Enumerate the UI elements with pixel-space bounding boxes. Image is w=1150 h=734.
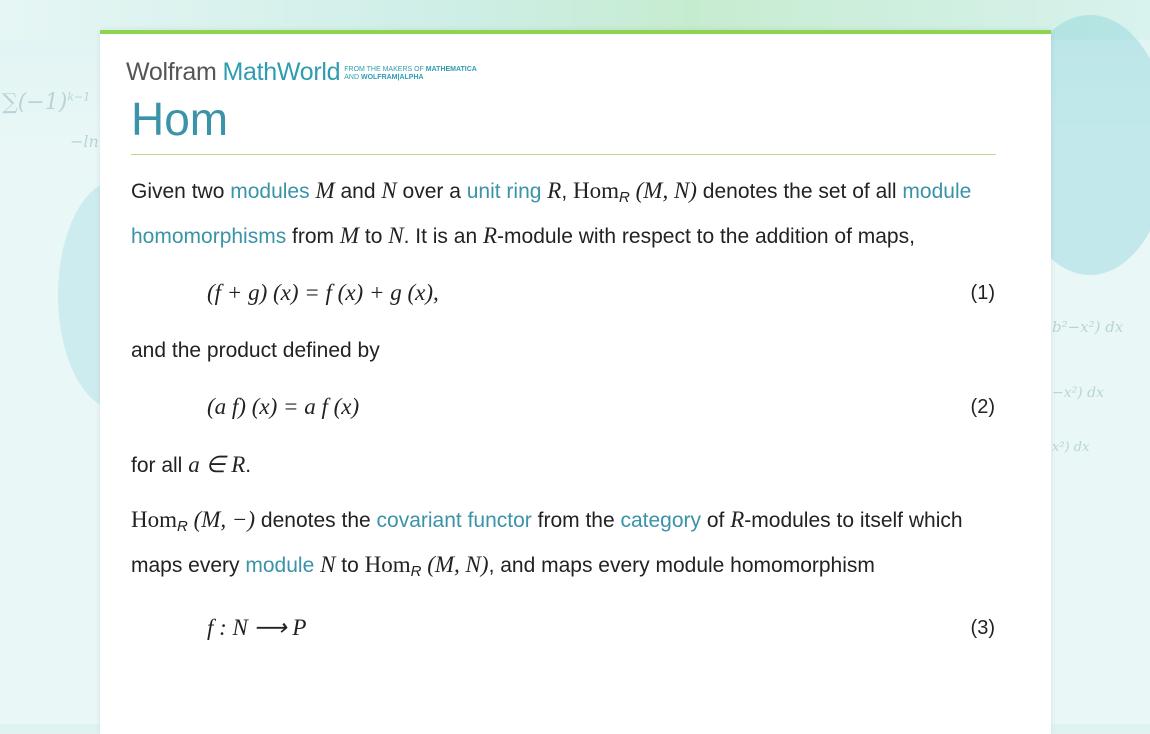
equation-expression: f : N ⟶ P xyxy=(207,615,307,640)
background-formula: b²−x²) dx xyxy=(1052,318,1124,336)
equation-1 xyxy=(131,256,1001,332)
page-title: Hom xyxy=(131,93,229,145)
paragraph-1: Given two modules M and N over a unit ring R, Hom$_R$ (M, N) denotes the set of all module homomorphisms from M to N. It is an R-module with respect to the addition of maps, xyxy=(131,178,972,248)
paragraph-4: Hom$_R$ (M, −) denotes the covariant functor from the category of R-modules to itself which maps every module N to Hom$_R$ (M, N), and maps every module homomorphism xyxy=(131,507,963,580)
logo-tagline: FROM THE MAKERS OF MATHEMATICA AND WOLFRAM|ALPHA xyxy=(344,66,477,81)
background-formula: x²) dx xyxy=(1052,440,1090,455)
paragraph-3: for all a ∈ R. xyxy=(131,452,252,477)
link-modules[interactable]: modules xyxy=(230,180,310,203)
background-formula: −ln xyxy=(70,132,99,151)
equation-3 xyxy=(131,591,1001,667)
link-module[interactable]: module xyxy=(245,554,315,577)
paragraph-2: and the product defined by xyxy=(131,339,380,362)
link-module-homomorphisms[interactable]: module homomorphisms xyxy=(131,180,972,248)
mathworld-logo[interactable] xyxy=(126,60,477,84)
article-body xyxy=(131,172,1001,667)
title-divider xyxy=(131,154,996,155)
equation-expression: (f + g) (x) = f (x) + g (x), xyxy=(207,280,439,305)
equation-number: (2) xyxy=(970,396,995,418)
logo-wolfram: Wolfram xyxy=(126,58,217,86)
background-formula: −x²) dx xyxy=(1052,385,1105,401)
link-unit-ring[interactable]: unit ring xyxy=(466,180,542,203)
link-category[interactable]: category xyxy=(620,509,702,532)
equation-number: (3) xyxy=(970,617,995,639)
equation-expression: (a f) (x) = a f (x) xyxy=(207,394,360,419)
article-card xyxy=(100,30,1051,734)
background-formula: $\sum(-1)^{k-1}$ xyxy=(2,90,91,115)
equation-2 xyxy=(131,370,1001,446)
logo-mathworld: MathWorld xyxy=(222,58,341,86)
equation-number: (1) xyxy=(970,282,995,304)
link-covariant-functor[interactable]: covariant functor xyxy=(376,509,532,532)
